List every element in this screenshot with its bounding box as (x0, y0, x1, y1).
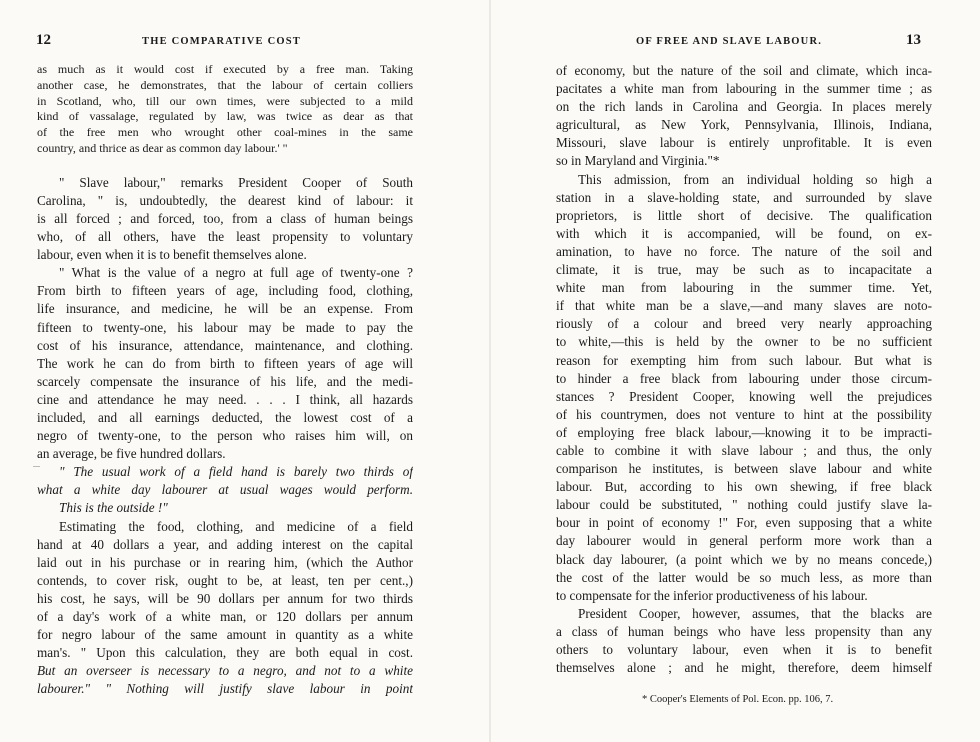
text-line: as much as it would cost if executed by a free man. Taking (37, 62, 413, 76)
left-page-number: 12 (36, 32, 51, 48)
margin-mark (33, 466, 40, 467)
text-line: negro of twenty-one, to the person who raises him will, on (37, 428, 413, 444)
text-line: themselves alone ; and he might, therefore, deem himself (556, 660, 932, 676)
text-line: of the free men who wrought other coal-mines in the same (37, 125, 413, 140)
text-line: who, of all others, have the least propensity to voluntary (37, 229, 413, 245)
text-line: proprietors, is little short of decisive. The qualification (556, 207, 932, 223)
text-line: labour, even when it is to benefit themselves alone. (37, 247, 307, 263)
left-page-text (37, 62, 413, 699)
text-line: with which it is accompanied, will be found, on ex- (556, 225, 932, 241)
text-line: Missouri, slave labour is entirely unprofitable. It is even (556, 135, 932, 151)
text-line: scarcely compensate the insurance of his life, and the medi- (37, 373, 413, 389)
text-line: of a day's work of a white man, or 120 dollars per annum (37, 609, 413, 625)
text-line: labourer." " Nothing will justify slave labour in point (37, 681, 413, 697)
text-line: cost of his insurance, attendance, maintenance, and clothing. (37, 337, 413, 353)
text-line: of employing free black labour,—knowing it to be impracti- (556, 424, 932, 440)
text-line: From birth to fifteen years of age, including food, clothing, (37, 283, 413, 299)
text-line: cine and attendance he may need. . . . I think, all hazards (37, 391, 413, 407)
text-line: man's. " Upon this calculation, they are both equal in cost. (37, 645, 413, 661)
text-line: stances ? President Cooper, knowing well the prejudices (556, 388, 932, 404)
text-line: Carolina, " is, undoubtedly, the dearest kind of labour: it (37, 192, 413, 208)
text-line: day labourer would in general perform more work than a (556, 533, 932, 549)
text-line: " The usual work of a field hand is barely two thirds of (59, 464, 413, 480)
text-line: to white,—this is held by the owner to be no sufficient (556, 334, 932, 350)
text-line: of his countrymen, does not venture to hint at the possibility (556, 406, 932, 422)
text-line: " Slave labour," remarks President Cooper of South (59, 174, 413, 190)
text-line: labour. But, according to his own shewing, if free black (556, 479, 932, 495)
text-line: This is the outside !" (59, 500, 168, 516)
text-line: bour in point of economy !" For, even supposing that a white (556, 515, 932, 531)
text-line: is all forced ; and forced, too, from a class of human beings (37, 210, 413, 226)
text-line: white man from labouring in the summer time. Yet, (556, 280, 932, 296)
text-line: the cost of the latter would be so much less, as more than (556, 569, 932, 585)
text-line: This admission, from an individual holding so high a (578, 171, 932, 187)
text-line: another case, he demonstrates, that the labour of certain colliers (37, 77, 413, 92)
right-running-head: OF FREE AND SLAVE LABOUR. (636, 36, 823, 47)
right-page-text (556, 62, 932, 677)
text-line: comparison he institutes, is between slave labour and white (556, 461, 932, 477)
text-line: pacitates a white man from labouring in the summer time ; as (556, 81, 932, 97)
text-line: included, and all earnings deducted, the lowest cost of a (37, 410, 413, 425)
text-line: in Scotland, who, till our own times, were subjected to a mild (37, 93, 413, 108)
text-line: labour could be substituted, " nothing could justify slave la- (556, 497, 932, 513)
text-line: amination, to have no force. The nature of the soil and (556, 243, 932, 259)
text-line: black day labourer, (a point which we by no means concede,) (556, 551, 932, 567)
text-line: on the rich lands in Carolina and Georgia. In places merely (556, 99, 932, 115)
text-line: others to voluntary labour, even when it is to benefit (556, 642, 932, 657)
right-page-number: 13 (906, 32, 921, 48)
text-line: agricultural, as New York, Pennsylvania, Illinois, Indiana, (556, 117, 932, 133)
text-line: an average, be five hundred dollars. (37, 446, 226, 462)
book-gutter (489, 0, 491, 742)
text-line: his cost, he says, will be 90 dollars per annum for two thirds (37, 590, 413, 606)
text-line: But an overseer is necessary to a negro, and not to a white (37, 663, 413, 679)
text-line: a class of human beings who have less propensity than any (556, 623, 932, 639)
left-running-head: THE COMPARATIVE COST (142, 36, 301, 47)
text-line: laid out in his purchase or in rearing him, (which the Author (37, 554, 413, 570)
text-line: country, and thrice as dear as common day labour.' " (37, 140, 288, 155)
footnote: * Cooper's Elements of Pol. Econ. pp. 106, 7. (642, 694, 834, 705)
text-line: climate, it is true, may be such as to incapacitate a (556, 262, 932, 278)
text-line: riously of a colour and breed very nearly approaching (556, 316, 932, 332)
text-line: contends, to cover risk, ought to be, at least, ten per cent.,) (37, 572, 413, 588)
text-line: The work he can do from birth to fifteen years of age will (37, 355, 413, 371)
text-line: fifteen to twenty-one, his labour may be made to pay the (37, 319, 413, 335)
text-line: to compensate for the inferior productiveness of his labour. (556, 587, 868, 603)
text-line: " What is the value of a negro at full age of twenty-one ? (59, 265, 413, 281)
text-line: cable to combine it with slave labour ; and thus, the only (556, 442, 932, 458)
text-line: so in Maryland and Virginia."* (556, 153, 720, 169)
text-line: of economy, but the nature of the soil and climate, which inca- (556, 63, 932, 78)
text-line: life insurance, and medicine, he will be an expense. From (37, 301, 413, 317)
text-line: President Cooper, however, assumes, that the blacks are (578, 605, 932, 621)
text-line: to hinder a free black from labouring under those circum- (556, 370, 932, 386)
text-line: station in a slave-holding state, and surrounded by slave (556, 189, 932, 205)
text-line: if that white man be a slave,—and many slaves are noto- (556, 298, 932, 314)
text-line: for negro labour of the same amount in quantity as a white (37, 627, 413, 643)
text-line: reason for exempting him from such labour. But what is (556, 352, 932, 368)
text-line: Estimating the food, clothing, and medicine of a field (59, 518, 413, 534)
text-line: hand at 40 dollars a year, and adding interest on the capital (37, 536, 413, 552)
text-line: kind of vassalage, regulated by law, was twice as dear as that (37, 109, 413, 124)
text-line: what a white day labourer at usual wages would perform. (37, 482, 413, 498)
